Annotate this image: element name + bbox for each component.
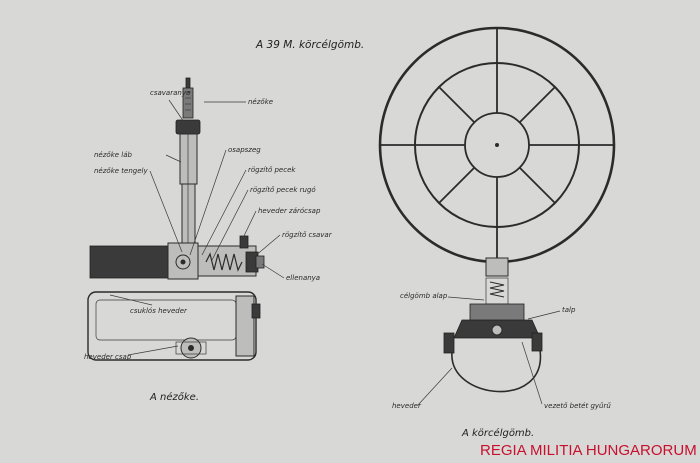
nezoke-assembly — [88, 78, 264, 360]
heveder-strap — [452, 350, 541, 392]
label-rogzito-csavar: rögzítő csavar — [282, 231, 332, 239]
base-left-block — [90, 246, 170, 278]
csuklos-heveder-outline — [88, 292, 256, 360]
label-celgomb-alap: célgömb alap — [400, 292, 448, 300]
label-csuklos-heveder: csuklós heveder — [130, 307, 187, 315]
clamp-screw — [252, 304, 260, 318]
label-rogzito-pecek-rugo: rögzítő pecek rugó — [250, 186, 316, 194]
nezoke-tengely-shaft — [182, 184, 195, 249]
label-heveder-zarocsap: heveder zárócsap — [258, 207, 321, 215]
heveder-clamp — [236, 296, 254, 356]
korcelgomb-assembly — [380, 28, 614, 392]
label-nezoke-lab: nézőke láb — [94, 151, 132, 159]
label-heveder-csap: heveder csap — [84, 353, 132, 361]
label-nezoke: nézőke — [248, 98, 274, 106]
talp-plate — [470, 304, 524, 320]
label-ellenanya: ellenanya — [286, 274, 321, 282]
label-heveder: heveder — [392, 402, 421, 410]
label-rogzito-pecek: rögzítő pecek — [248, 166, 296, 174]
caption-korcelgomb: A körcélgömb. — [462, 428, 535, 439]
ellenanya-nut — [256, 256, 264, 268]
stem-spring — [490, 282, 504, 297]
label-vezeto-betet-gyuru: vezető betét gyűrű — [544, 402, 611, 410]
csavaranya-nut — [176, 120, 200, 134]
heveder-zarocsap-pin — [240, 236, 248, 248]
heveder-clamp-left — [444, 333, 454, 353]
label-osapszeg: osapszeg — [228, 146, 261, 154]
label-nezoke-tengely: nézőke tengely — [94, 167, 148, 175]
label-csavaranya: csavaranya — [150, 89, 191, 97]
caption-nezoke: A nézőke. — [150, 392, 199, 403]
label-talp: talp — [562, 306, 576, 314]
celgomb-stem-top — [486, 258, 508, 276]
drawing-title: A 39 M. körcélgömb. — [256, 39, 365, 51]
heveder-clamp-right — [532, 333, 542, 351]
nezoke-lab-tube — [180, 134, 197, 184]
watermark: REGIA MILITIA HUNGARORUM — [480, 442, 697, 459]
